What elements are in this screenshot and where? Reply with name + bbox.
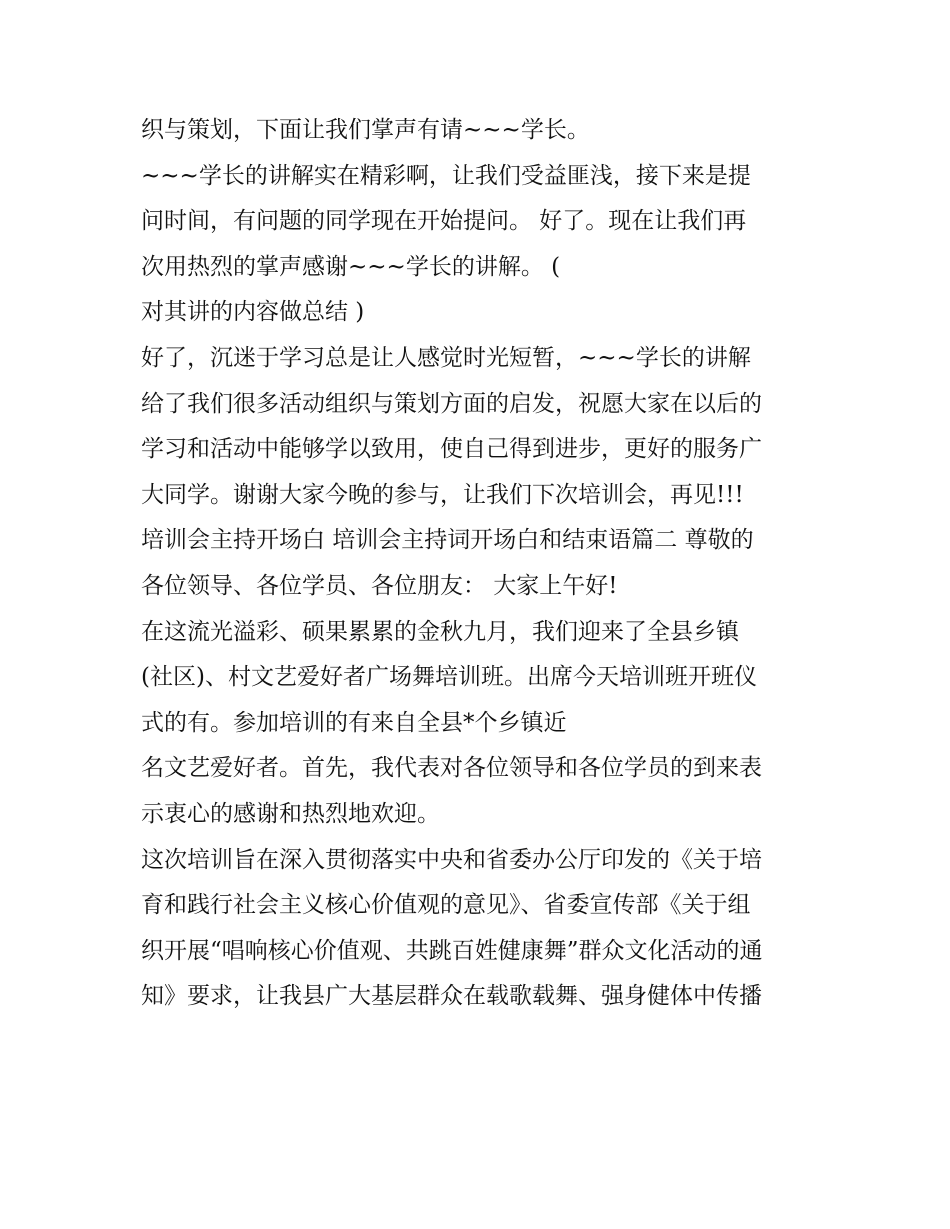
text-line: 好了，沉迷于学习总是让人感觉时光短暂，~~~学长的讲解 (141, 344, 751, 371)
text-line: 培训会主持开场白 培训会主持词开场白和结束语篇二 尊敬的 (141, 527, 754, 554)
text-line: 在这流光溢彩、硕果累累的金秋九月，我们迎来了全县乡镇 (141, 618, 739, 645)
text-line: 学习和活动中能够学以致用，使自己得到进步，更好的服务广 (141, 436, 762, 463)
text-line: 给了我们很多活动组织与策划方面的启发，祝愿大家在以后的 (141, 390, 762, 417)
body-text (141, 108, 821, 1020)
text-line: (社区)、村文艺爱好者广场舞培训班。出席今天培训班开班仪 (141, 664, 757, 691)
text-line: 织开展“唱响核心价值观、共跳百姓健康舞”群众文化活动的通 (141, 937, 763, 964)
text-line: ~~~学长的讲解实在精彩啊，让我们受益匪浅，接下来是提 (141, 162, 751, 189)
text-line: 知》要求，让我县广大基层群众在载歌载舞、强身健体中传播 (141, 983, 762, 1010)
text-line: 名文艺爱好者。首先，我代表对各位领导和各位学员的到来表 (141, 755, 762, 782)
text-line: 式的有。参加培训的有来自全县*个乡镇近 (141, 709, 567, 736)
text-line: 这次培训旨在深入贯彻落实中央和省委办公厅印发的《关于培 (141, 846, 762, 873)
text-line: 次用热烈的掌声感谢~~~学长的讲解。 ( (141, 253, 561, 280)
text-line: 示衷心的感谢和热烈地欢迎。 (141, 800, 440, 827)
text-line: 各位领导、各位学员、各位朋友： 大家上午好! (141, 572, 618, 599)
text-line: 大同学。谢谢大家今晚的参与，让我们下次培训会，再见!!! (141, 481, 744, 508)
text-line: 问时间，有问题的同学现在开始提问。 好了。现在让我们再 (141, 208, 747, 235)
text-line: 对其讲的内容做总结 ) (141, 299, 365, 326)
text-line: 育和践行社会主义核心价值观的意见》、省委宣传部《关于组 (141, 892, 751, 919)
text-line: 织与策划，下面让我们掌声有请~~~学长。 (141, 117, 590, 143)
